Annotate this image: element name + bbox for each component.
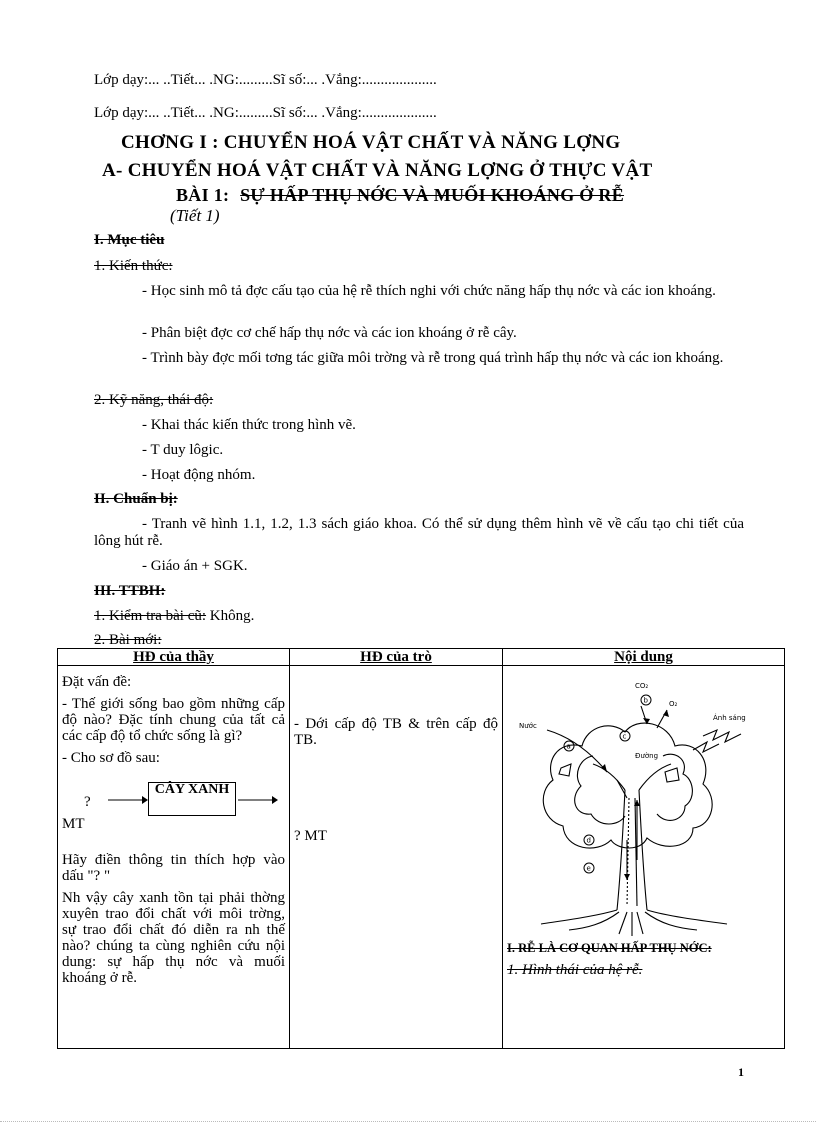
period-label: (Tiết 1) [170,206,220,225]
tree-diagram [507,680,779,938]
lesson-title [176,185,624,206]
skill-item-1: - Khai thác kiến thức trong hình vẽ. [142,417,356,433]
header-student: HĐ của trò [290,649,503,666]
student-cell [290,666,503,1049]
new-lesson-label: 2. Bài mới: [94,632,162,648]
class-info-line-2: Lớp dạy:... ..Tiết... .NG:.........Sĩ số:... .Vắng:.................... [94,105,437,121]
page-number: 1 [738,1065,744,1079]
knowledge-item-3: - Trình bày đợc mối tơng tác giữa môi trờng và rễ trong quá trình hấp thụ nớc và các ion khoáng. [142,350,724,366]
label-light: Ánh sáng [713,714,746,722]
teacher-intro: Đặt vấn đề: [62,674,132,690]
lesson-prefix: BÀI 1: [176,185,230,205]
check-label: 1. Kiểm tra bài cũ: [94,608,207,624]
label-o2: O₂ [669,700,678,708]
preparation-item-2: - Giáo án + SGK. [142,558,248,574]
knowledge-item-1: - Học sinh mô tả đợc cấu tạo của hệ rễ thích nghi với chức năng hấp thụ nớc và các ion khoáng. [142,283,716,299]
check-value: Không. [206,608,255,624]
knowledge-heading: 1. Kiến thức: [94,258,173,274]
header-teacher: HĐ của thầy [58,649,290,666]
objectives-heading: I. Mục tiêu [94,232,165,248]
skill-item-2: - T duy lôgic. [142,442,224,458]
diagram-question: ? [84,794,91,810]
check-old-lesson [94,608,254,625]
student-answer-2: ? MT [294,828,327,844]
content-cell [503,666,785,1049]
class-info-line-1: Lớp dạy:... ..Tiết... .NG:.........Sĩ số:... .Vắng:.................... [94,72,437,88]
preparation-item-1: - Tranh vẽ hình 1.1, 1.2, 1.3 sách giáo khoa. Có thể sử dụng thêm hình vẽ về cấu tạo chi tiết của lông hút rễ. [94,516,744,549]
chapter-title: CHƠNG I : CHUYỂN HOÁ VẬT CHẤT VÀ NĂNG LỢNG [121,132,621,153]
table-header-row [58,649,785,666]
teacher-question-4: Nh vậy cây xanh tồn tại phải thờng xuyên trao đổi chất với môi trờng, sự trao đổi chất đó diễn ra nh thế nào? chúng ta cùng nghiên cứu nội dung: sự hấp thụ nớc và muối khoáng ở rễ. [62,890,285,986]
section-title: A- CHUYỂN HOÁ VẬT CHẤT VÀ NĂNG LỢNG Ở THỰC VẬT [102,160,653,181]
teacher-question-3: Hãy điền thông tin thích hợp vào dấu "? " [62,852,285,884]
diagram-mt: MT [62,816,85,832]
label-co2: CO₂ [635,682,649,690]
lesson-table [57,648,785,1049]
lesson-name: SỰ HẤP THỤ NỚC VÀ MUỐI KHOÁNG Ở RỄ [240,185,625,205]
label-water: Nước [519,722,537,730]
label-sugar: Đường [635,752,659,760]
label-b: b [643,696,648,705]
header-content: Nội dung [503,649,785,666]
page-bottom-border [0,1121,816,1122]
label-a: a [566,742,571,751]
content-subheading: 1. Hình thái của hệ rễ. [507,962,643,978]
knowledge-item-2: - Phân biệt đợc cơ chế hấp thụ nớc và các ion khoáng ở rễ cây. [142,325,517,341]
teacher-question-2: - Cho sơ đồ sau: [62,750,160,766]
label-c: c [622,732,627,741]
arrow-right-icon [108,794,148,806]
table-row [58,666,785,1049]
student-answer-1: - Dới cấp độ TB & trên cấp độ TB. [294,716,498,748]
preparation-heading: II. Chuẩn bị: [94,491,178,507]
process-heading: III. TTBH: [94,583,166,599]
diagram-box: CÂY XANH [148,782,236,816]
label-d: d [586,836,591,845]
teacher-question-1: - Thế giới sống bao gồm những cấp độ nào? Đặc tính chung của tất cả các cấp độ tổ chức sống là gì? [62,696,285,744]
skills-heading: 2. Kỹ năng, thái độ: [94,392,214,408]
teacher-cell [58,666,290,1049]
arrow-right-icon [238,794,278,806]
label-e: e [586,864,591,873]
cycle-diagram [62,772,285,852]
skill-item-3: - Hoạt động nhóm. [142,467,256,483]
content-heading: I. RỄ LÀ CƠ QUAN HẤP THỤ NỚC: [507,941,712,955]
